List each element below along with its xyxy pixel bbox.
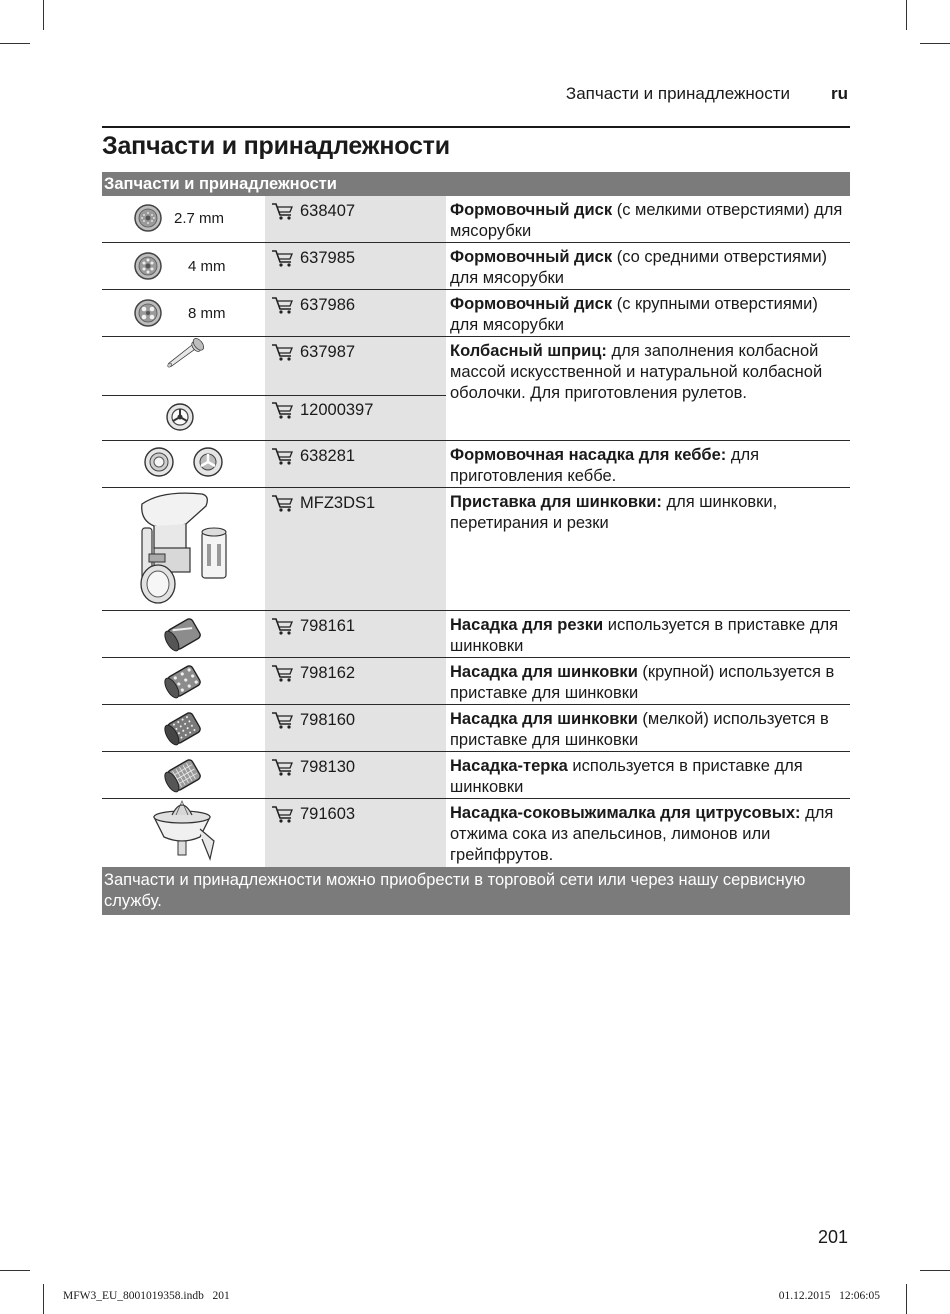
- shopping-cart-icon: [271, 400, 295, 420]
- part-number: 798162: [300, 663, 356, 682]
- part-number-cell: [265, 752, 446, 798]
- part-number: 637986: [300, 295, 356, 314]
- table-row: [102, 799, 850, 867]
- citrus-press-icon: [102, 799, 265, 867]
- crop-mark: [0, 1270, 30, 1271]
- shopping-cart-icon: [271, 804, 295, 824]
- part-number-cell: [265, 705, 446, 751]
- description-cell: [446, 243, 850, 289]
- table-row: [102, 196, 850, 243]
- print-timestamp: 01.12.2015 12:06:05: [778, 1290, 880, 1302]
- image-cell: [102, 337, 265, 440]
- description-cell: [446, 705, 850, 751]
- part-title: Формовочный диск: [450, 248, 613, 266]
- part-description: (крупной) используется в приставке для шинковки: [450, 663, 835, 702]
- page-title: Запчасти и принадлежности: [102, 132, 450, 160]
- shopping-cart-icon: [271, 616, 295, 636]
- page-number: 201: [817, 1227, 848, 1247]
- part-number-cell: [265, 611, 446, 657]
- star-separator-icon: [102, 397, 265, 441]
- part-description: используется в приставке для шинковки: [450, 757, 803, 796]
- shopping-cart-icon: [271, 201, 295, 221]
- hole-size-label: 2.7 mm: [174, 210, 225, 227]
- table-row: [102, 705, 850, 752]
- part-title: Формовочный диск: [450, 201, 613, 219]
- medium-disc-icon: [102, 243, 265, 289]
- part-number-cell: [265, 243, 446, 289]
- image-cell: [102, 658, 265, 704]
- shopping-cart-icon: [271, 663, 295, 683]
- kebbe-attachment-icon: [102, 441, 265, 487]
- description-cell: [446, 752, 850, 798]
- description-cell: [446, 290, 850, 336]
- parts-table: [102, 172, 850, 915]
- header-rule: [102, 126, 850, 128]
- grating-drum-icon: [102, 752, 265, 798]
- shopping-cart-icon: [271, 757, 295, 777]
- part-number: 791603: [300, 804, 356, 823]
- image-cell: [102, 290, 265, 336]
- shopping-cart-icon: [271, 710, 295, 730]
- part-number: 798130: [300, 757, 356, 776]
- part-description: используется в приставке для шинковки: [450, 616, 839, 655]
- part-number-cell: [265, 488, 446, 610]
- crop-mark: [920, 1270, 950, 1271]
- image-cell: [102, 488, 265, 610]
- part-description: для приготовления кеббе.: [450, 446, 760, 485]
- table-row: [102, 337, 850, 441]
- part-title: Формовочная насадка для кеббе:: [450, 446, 727, 464]
- crop-mark: [906, 0, 907, 30]
- part-number: 638281: [300, 446, 356, 465]
- table-row: [102, 488, 850, 611]
- part-number: 638407: [300, 201, 356, 220]
- part-number-cell: [265, 337, 446, 440]
- image-cell: [102, 441, 265, 487]
- shopping-cart-icon: [271, 342, 295, 362]
- part-number: 798160: [300, 710, 356, 729]
- table-row: [102, 658, 850, 705]
- shredder-attachment-icon: [102, 488, 265, 610]
- crop-mark: [43, 1284, 44, 1314]
- part-number: 637987: [300, 342, 356, 361]
- part-number-cell: [265, 290, 446, 336]
- print-file-imprint: MFW3_EU_8001019358.indb 201: [63, 1290, 230, 1302]
- crop-mark: [920, 43, 950, 44]
- part-number: MFZ3DS1: [300, 493, 376, 512]
- part-number-cell: [265, 658, 446, 704]
- description-cell: [446, 611, 850, 657]
- table-row: [102, 290, 850, 337]
- part-title: Насадка для шинковки: [450, 663, 638, 681]
- part-title: Формовочный диск: [450, 295, 613, 313]
- part-description: (с крупными отверстиями) для мясорубки: [450, 295, 818, 334]
- shopping-cart-icon: [271, 446, 295, 466]
- table-row: [102, 752, 850, 799]
- language-code: ru: [831, 84, 848, 103]
- table-row: [102, 611, 850, 658]
- part-number-cell: [265, 799, 446, 867]
- description-cell: [446, 799, 850, 867]
- part-title: Насадка для резки: [450, 616, 604, 634]
- crop-mark: [0, 43, 30, 44]
- shopping-cart-icon: [271, 295, 295, 315]
- running-header-section: Запчасти и принадлежности: [565, 84, 790, 103]
- part-title: Колбасный шприц:: [450, 342, 607, 360]
- part-number: 798161: [300, 616, 356, 635]
- part-number: 637985: [300, 248, 356, 267]
- hole-size-label: 8 mm: [188, 305, 226, 322]
- part-title: Насадка-терка: [450, 757, 568, 775]
- image-cell: [102, 611, 265, 657]
- part-number-cell: [265, 441, 446, 487]
- table-row: [102, 441, 850, 488]
- part-description: (со средними отверстиями) для мясорубки: [450, 248, 828, 287]
- part-title: Насадка-соковыжималка для цитрусовых:: [450, 804, 801, 822]
- part-description: для заполнения колбасной массой искусственной и натуральной колбасной оболочки. Для приготовления рулетов.: [450, 342, 823, 402]
- description-cell: [446, 441, 850, 487]
- part-description: для отжима сока из апельсинов, лимонов или грейпфрутов.: [450, 804, 834, 864]
- table-header: Запчасти и принадлежности: [102, 172, 850, 196]
- shopping-cart-icon: [271, 493, 295, 513]
- part-number-cell: [265, 196, 446, 242]
- table-footnote: Запчасти и принадлежности можно приобрести в торговой сети или через нашу сервисную службу.: [102, 867, 850, 915]
- sausage-nozzle-icon: [102, 337, 265, 395]
- part-description: (с мелкими отверстиями) для мясорубки: [450, 201, 843, 240]
- part-description: для шинковки, перетирания и резки: [450, 493, 778, 532]
- slicing-drum-icon: [102, 611, 265, 657]
- part-title: Насадка для шинковки: [450, 710, 638, 728]
- image-cell: [102, 705, 265, 751]
- crop-mark: [43, 0, 44, 30]
- part-number: 12000397: [300, 400, 374, 419]
- image-cell: [102, 243, 265, 289]
- description-cell: [446, 196, 850, 242]
- coarse-disc-icon: [102, 290, 265, 336]
- image-cell: [102, 799, 265, 867]
- shopping-cart-icon: [271, 248, 295, 268]
- table-row: [102, 243, 850, 290]
- part-description: (мелкой) используется в приставке для шинковки: [450, 710, 829, 749]
- part-title: Приставка для шинковки:: [450, 493, 662, 511]
- crop-mark: [906, 1284, 907, 1314]
- running-header: [102, 84, 850, 108]
- description-cell: [446, 337, 850, 440]
- image-cell: [102, 196, 265, 242]
- hole-size-label: 4 mm: [188, 258, 226, 275]
- image-cell: [102, 752, 265, 798]
- description-cell: [446, 658, 850, 704]
- fine-shredding-drum-icon: [102, 705, 265, 751]
- description-cell: [446, 488, 850, 610]
- coarse-shredding-drum-icon: [102, 658, 265, 704]
